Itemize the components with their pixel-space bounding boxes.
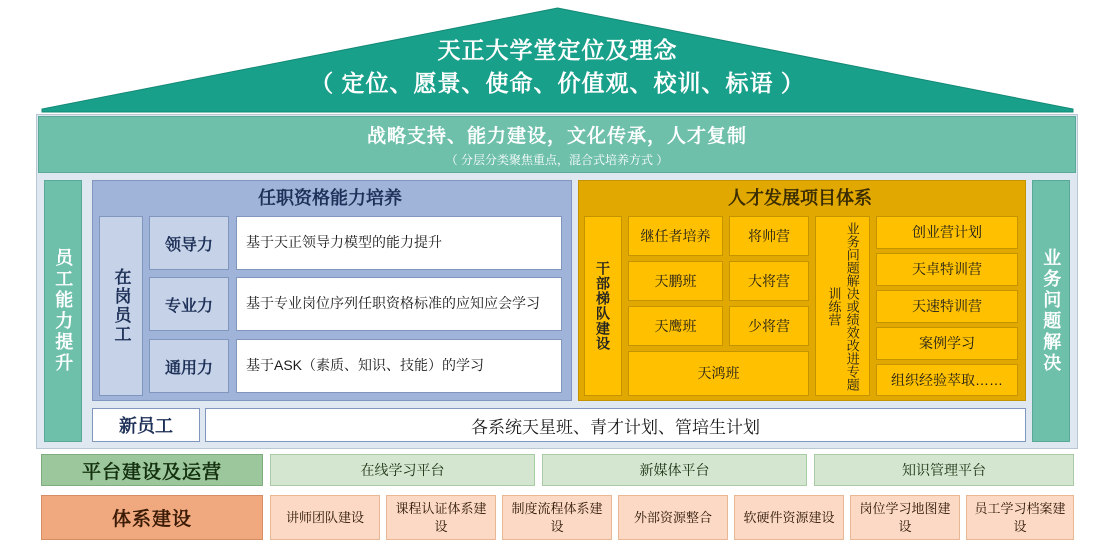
talent-cell-tianzhuo-camp: 天卓特训营: [876, 253, 1018, 286]
talent-cell-tianying: 天鹰班: [628, 306, 723, 346]
talent-cell-successor: 继任者培养: [628, 216, 723, 256]
capability-desc-professional: 基于专业岗位序列任职资格标准的应知应会学习: [236, 277, 562, 331]
pillar-right-business-problem: 业务问题解决: [1032, 180, 1070, 442]
system-label: 体系建设: [41, 495, 263, 540]
business-training-camp-label: 业务问题解决或绩效改进专题训练营: [815, 216, 870, 396]
pillar-left-employee-capability: 员工能力提升: [44, 180, 82, 442]
system-item-learning-record: 员工学习档案建设: [966, 495, 1074, 540]
talent-cell-tianhong: 天鸿班: [628, 351, 809, 396]
new-employee-label: 新员工: [92, 408, 200, 442]
system-item-external-resources: 外部资源整合: [618, 495, 728, 540]
system-item-process-system: 制度流程体系建设: [502, 495, 612, 540]
new-employee-desc: 各系统天星班、青才计划、管培生计划: [205, 408, 1026, 442]
platform-item-knowledge-management: 知识管理平台: [814, 454, 1074, 486]
talent-title: 人才发展项目体系: [728, 188, 872, 208]
qualification-title: 任职资格能力培养: [258, 188, 402, 208]
system-item-trainer-team: 讲师团队建设: [270, 495, 380, 540]
banner-sub-text: （ 分层分类聚焦重点，混合式培养方式 ）: [445, 153, 669, 167]
onjob-employee-label: 在岗员工: [99, 216, 143, 396]
talent-cell-jiangshuai: 将帅营: [729, 216, 809, 256]
talent-cell-tianpeng: 天鹏班: [628, 261, 723, 301]
talent-cell-tiansu-camp: 天速特训营: [876, 290, 1018, 323]
talent-cell-startup-camp: 创业营计划: [876, 216, 1018, 249]
cadre-echelon-label: 干部梯队建设: [584, 216, 622, 396]
platform-item-online-learning: 在线学习平台: [270, 454, 535, 486]
talent-cell-dajiang: 大将营: [729, 261, 809, 301]
roof-title-line2: （ 定位、愿景、使命、价值观、校训、标语 ）: [310, 70, 805, 97]
talent-cell-experience-extraction: 组织经验萃取……: [876, 364, 1018, 396]
capability-desc-leadership: 基于天正领导力模型的能力提升: [236, 216, 562, 270]
roof-title-line1: 天正大学堂定位及理念: [437, 37, 678, 63]
banner-main-text: 战略支持、能力建设，文化传承，人才复制: [366, 126, 747, 147]
capability-name-leadership: 领导力: [149, 216, 229, 270]
talent-cell-shaojiang: 少将营: [729, 306, 809, 346]
capability-name-general: 通用力: [149, 339, 229, 393]
system-item-learning-map: 岗位学习地图建设: [850, 495, 960, 540]
platform-label: 平台建设及运营: [41, 454, 263, 486]
capability-desc-general: 基于ASK（素质、知识、技能）的学习: [236, 339, 562, 393]
platform-item-new-media: 新媒体平台: [542, 454, 807, 486]
roof-shape: [40, 6, 1075, 114]
capability-name-professional: 专业力: [149, 277, 229, 331]
strategy-banner: [38, 116, 1076, 173]
system-item-hardware-software: 软硬件资源建设: [734, 495, 844, 540]
system-item-course-certification: 课程认证体系建设: [386, 495, 496, 540]
talent-cell-case-study: 案例学习: [876, 327, 1018, 360]
